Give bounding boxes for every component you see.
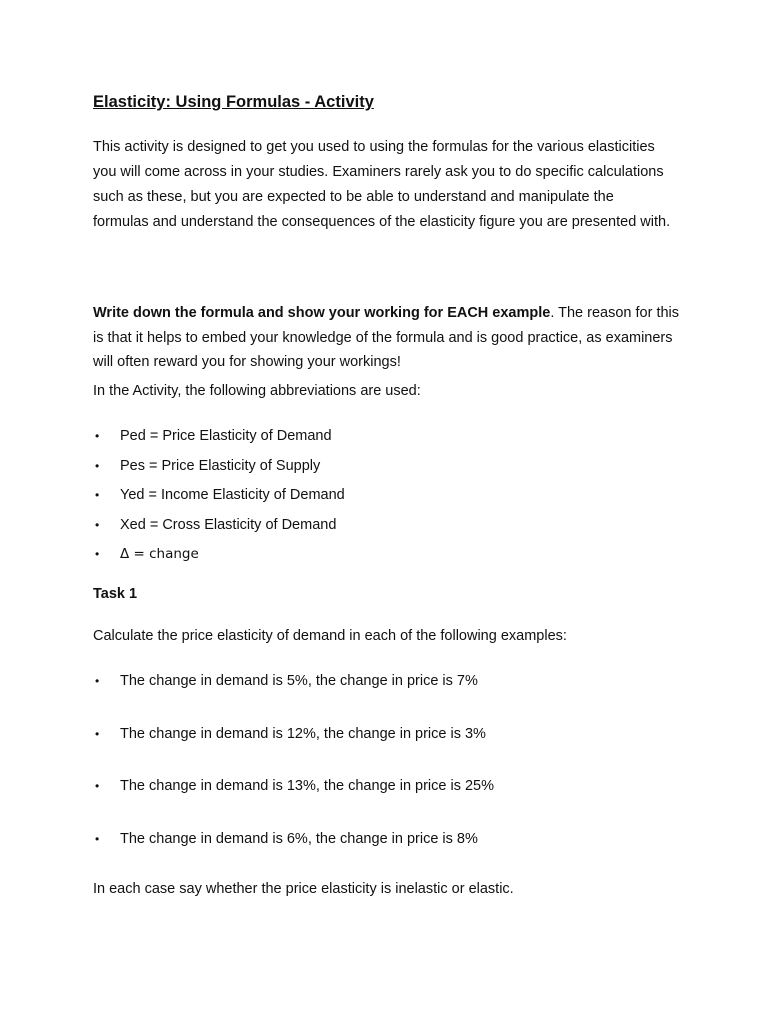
abbreviations-intro: In the Activity, the following abbreviations are used: (93, 383, 421, 399)
bullet-icon: • (95, 547, 100, 561)
bullet-icon: • (95, 488, 100, 502)
task-intro: Calculate the price elasticity of demand in each of the following examples: (93, 628, 567, 644)
list-item: • Pes = Price Elasticity of Supply (95, 457, 321, 474)
list-item: • Ped = Price Elasticity of Demand (95, 428, 332, 444)
bullet-icon: • (95, 517, 100, 532)
list-item: • The change in demand is 5%, the change in price is 7% (95, 673, 478, 689)
list-item: • Xed = Cross Elasticity of Demand (95, 516, 337, 533)
bullet-icon: • (95, 726, 100, 741)
list-item: • Δ = change (95, 546, 199, 562)
bullet-icon: • (95, 429, 100, 443)
task-heading: Task 1 (93, 586, 138, 602)
page-title: Elasticity: Using Formulas - Activity (93, 93, 374, 111)
abbreviations-list (93, 426, 345, 574)
instruction-text: . The reason for this is that it helps to embed your knowledge of the formula and is good practice, as examiners will often reward you for showing your workings! (93, 305, 680, 370)
list-item: • The change in demand is 6%, the change in price is 8% (95, 830, 478, 847)
bullet-icon: • (95, 779, 100, 794)
list-item: • Yed = Income Elasticity of Demand (95, 487, 345, 503)
list-item: • The change in demand is 13%, the change in price is 25% (95, 778, 495, 795)
examples-list (93, 671, 494, 881)
bullet-icon: • (95, 674, 100, 688)
instruction-emphasis: Write down the formula and show your working for EACH example (93, 305, 551, 321)
intro-paragraph: This activity is designed to get you used to using the formulas for the various elasticities you will come across in your studies. Examiners rarely ask you to do specific calculations such as these, but you are expected to be able to understand and manipulate the formulas and understand the consequences of the elasticity figure you are presented with. (93, 139, 671, 230)
bullet-icon: • (95, 831, 100, 846)
bullet-icon: • (95, 458, 100, 473)
list-item: • The change in demand is 12%, the change in price is 3% (95, 725, 486, 742)
instruction-paragraph (93, 301, 683, 375)
closing-paragraph: In each case say whether the price elasticity is inelastic or elastic. (93, 881, 514, 897)
